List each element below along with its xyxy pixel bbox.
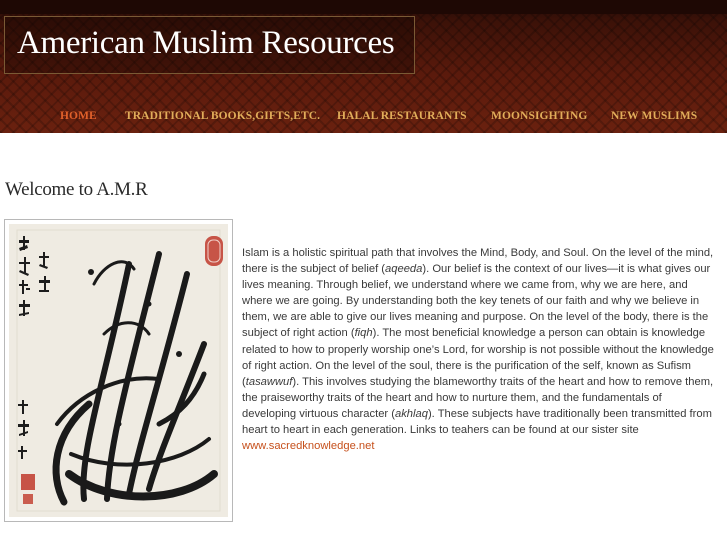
calligraphy-image xyxy=(9,224,228,517)
intro-text-3: ). The most beneficial knowledge a person can obtain is knowledge related to how to properly worship one’s Lord, for worship is not possible without the knowledge of right action. On the level of the soul, there is the purification of the self, known as Sufism ( xyxy=(242,327,714,388)
page-heading: Welcome to A.M.R xyxy=(5,179,148,200)
intro-text-2: ). Our belief is the context of our lives—it is what gives our lives meaning. Through belief, we understand where we came from, why we are here, and where we are going. By understanding both the key tenets of our faith and why we believe in them, we are able to give our lives meaning and purpose. On the level of the body, there is the subject of right action ( xyxy=(242,263,711,340)
main-nav xyxy=(0,110,727,126)
intro-text-1: Islam is a holistic spiritual path that involves the Mind, Body, and Soul. On the level of the mind, there is the subject of belief ( xyxy=(242,247,714,276)
calligraphy-image-frame xyxy=(4,219,233,522)
site-header xyxy=(0,0,727,133)
intro-text-5: ). These subjects have traditionally been transmitted from heart to heart in each generation. Links to teahers can be found at our sister site xyxy=(242,407,712,437)
nav-home[interactable]: HOME xyxy=(60,110,97,122)
nav-moonsighting[interactable]: MOONSIGHTING xyxy=(491,110,588,122)
intro-paragraph xyxy=(242,245,714,454)
nav-new-muslims[interactable]: NEW MUSLIMS xyxy=(611,110,698,122)
term-aqeeda: aqeeda xyxy=(385,263,423,276)
sacredknowledge-link[interactable]: www.sacredknowledge.net xyxy=(242,440,375,453)
intro-text-4: ). This involves studying the blameworthy traits of the heart and how to remove them, the praiseworthy traits of the heart and how to nurture them, and the fundamentals of developing virtuous character ( xyxy=(242,375,714,420)
term-fiqh: fiqh xyxy=(354,327,373,340)
term-akhlaq: akhlaq xyxy=(394,407,428,420)
site-title-box[interactable] xyxy=(4,16,415,74)
nav-traditional-books-gifts[interactable]: TRADITIONAL BOOKS,GIFTS,ETC. xyxy=(125,110,321,122)
nav-halal-restaurants[interactable]: HALAL RESTAURANTS xyxy=(337,110,467,122)
site-title[interactable]: American Muslim Resources xyxy=(17,25,395,61)
header-top-strip xyxy=(0,0,727,14)
term-tasawwuf: tasawwuf xyxy=(245,375,293,388)
calligraphy-artwork-icon xyxy=(9,224,228,517)
